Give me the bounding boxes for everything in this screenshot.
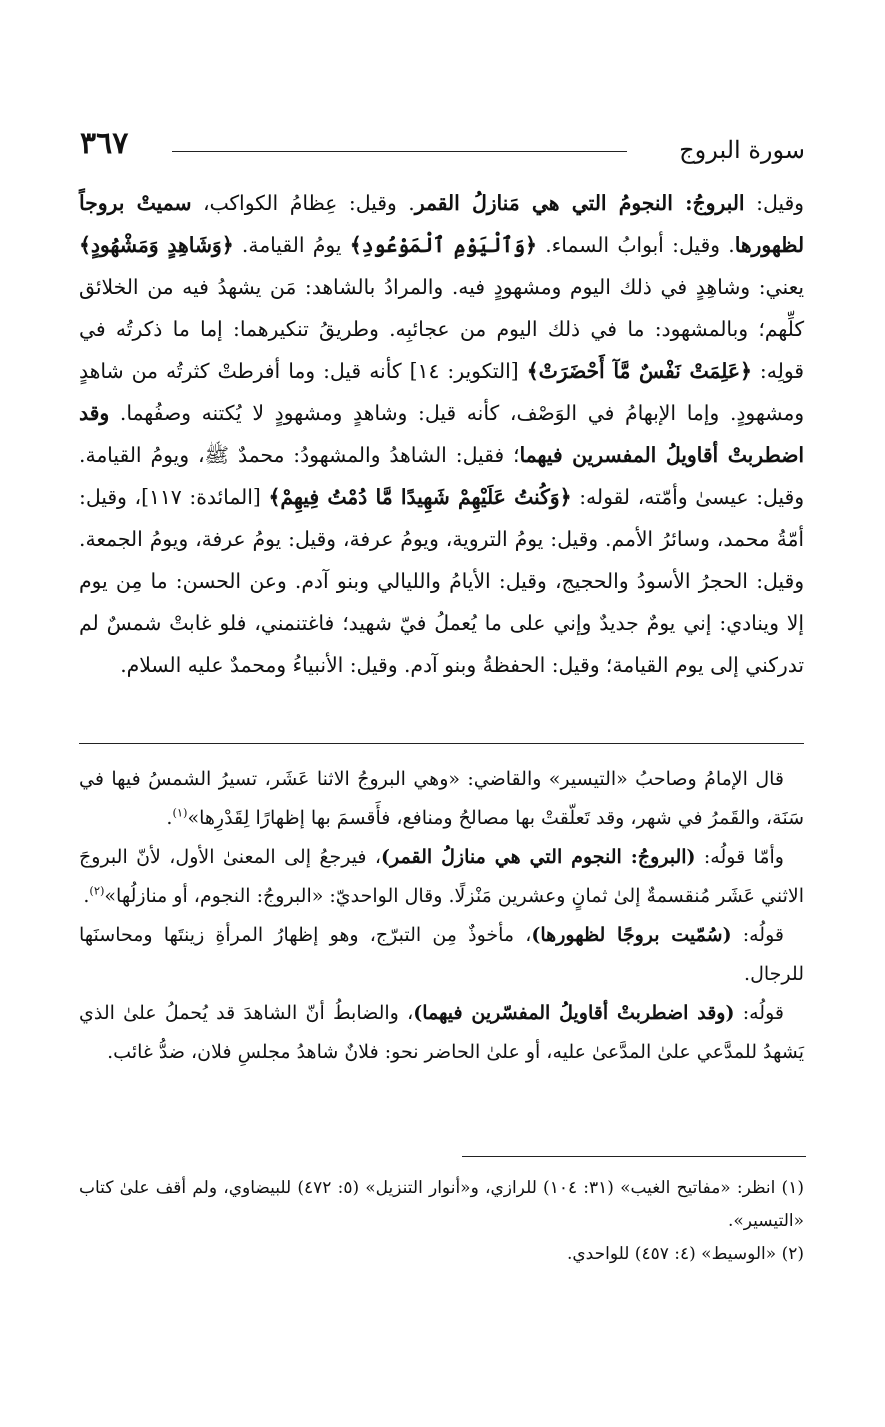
main-separator-rule <box>79 743 804 744</box>
main-text <box>79 182 804 686</box>
text-run: ، فيرجعُ إلى المعنىٰ الأول، لأنّ البروجَ الاثني عَشَر مُنقسمةٌ إلىٰ ثمانٍ وعشرين مَنْزلًا. وقال الواحديّ: «البروجُ: النجوم، أو منازلُها» <box>79 846 804 907</box>
commentary-paragraph <box>79 916 804 994</box>
text-run: . وقيل: أبوابُ السماء. <box>536 233 735 257</box>
quran-verse: ﴿وَشَاهِدٍ وَمَشْهُودٍ﴾ <box>79 233 234 257</box>
text-run: ؛ فقيل: الشاهدُ والمشهودُ: محمدٌ ﷺ، ويومُ القيامة. وقيل: عيسىٰ وأمّته، لقوله: <box>79 443 804 509</box>
quran-verse: ﴿عَلِمَتْ نَفْسٌ مَّآ أَحْضَرَتْ﴾ <box>526 359 752 383</box>
text-run: [التكوير: ١٤] كأنه قيل: وما أفرطتْ كثرتُه من شاهدٍ ومشهودٍ. وإما الإبهامُ في الوَصْف، كأنه قيل: وشاهدٍ ومشهودٍ لا يُكتنه وصفُهما. <box>79 359 804 425</box>
quoted-phrase: (البروجُ: النجوم التي هي منازلُ القمر) <box>381 846 696 868</box>
commentary-paragraph <box>79 838 804 916</box>
quoted-phrase: (سُمّيت بروجًا لظهورها) <box>531 924 732 946</box>
footnote-ref: (٢) <box>89 883 105 898</box>
page-header <box>80 118 805 174</box>
text-run: يعني: وشاهِدٍ في ذلك اليوم ومشهودٍ فيه. والمرادُ بالشاهد: مَن يشهدُ فيه من الخلائق كلِّهم؛ وبالمشهود: ما في ذلك اليوم من عجائبِه. وطريقُ تنكيرهما: إما ما ذكرتُه في قولِه: <box>79 275 804 383</box>
text-run: . وقيل: عِظامُ الكواكب، <box>191 191 415 215</box>
commentary-text <box>79 760 804 1072</box>
text-run: وقيل: <box>744 191 804 215</box>
text-run: . <box>166 807 173 829</box>
text-run: يومُ القيامة. <box>233 233 350 257</box>
quran-verse: ﴿وَٱلْيَوْمِ ٱلْمَوْعُودِ﴾ <box>349 233 537 257</box>
quoted-phrase: البروجُ: النجومُ التي هي مَنازلُ القمر <box>414 191 745 215</box>
commentary-paragraph <box>79 994 804 1072</box>
text-run: وأمّا قولُه: <box>695 846 784 868</box>
text-run: قولُه: <box>734 1002 784 1024</box>
quoted-phrase: (وقد اضطربتْ أقاويلُ المفسّرين فيهما) <box>413 1002 735 1024</box>
page-number: ٣٦٧ <box>80 126 129 161</box>
surah-title: سورة البروج <box>679 136 805 164</box>
text-run: ، مأخوذٌ مِن التبرّج، وهو إظهارُ المرأةِ زينتَها ومحاسنَها للرجال. <box>79 924 804 985</box>
quoted-phrase: وقد اضطربتْ أقاويلُ المفسرين فيهما <box>79 401 804 467</box>
text-run: قولُه: <box>731 924 784 946</box>
commentary-paragraph <box>79 760 804 838</box>
main-paragraph <box>79 182 804 686</box>
text-run: . <box>83 885 90 907</box>
quran-verse: ﴿وَكُنتُ عَلَيْهِمْ شَهِيدًا مَّا دُمْتُ فِيهِمْ﴾ <box>268 485 572 509</box>
footnote-separator-rule <box>462 1156 806 1157</box>
footnote: (٢) «الوسيط» (٤: ٤٥٧) للواحدي. <box>566 1244 804 1264</box>
text-run: [المائدة: ١١٧]، وقيل: أمّةُ محمد، وسائرُ الأمم. وقيل: يومُ التروية، ويومُ عرفة، وقيل: يومُ عرفة، ويومُ الجمعة. وقيل: الحجرُ الأسودُ والحجيج، وقيل: الأيامُ والليالي وبنو آدم. وعن الحسن: ما مِن يوم إلا وينادي: إني يومٌ جديدٌ وإني على ما يُعملُ فيّ شهيد؛ فاغتنمني، فلو غابتْ شمسٌ لم تدركني إلى يوم القيامة؛ وقيل: الحفظةُ وبنو آدم. وقيل: الأنبياءُ ومحمدٌ عليه السلام. <box>79 485 804 677</box>
footnote-ref: (١) <box>172 805 188 820</box>
text-run: قال الإمامُ وصاحبُ «التيسير» والقاضي: «وهي البروجُ الاثنا عَشَر، تسيرُ الشمسُ فيها في سَنَة، والقَمرُ في شهر، وقد تَعلّقتْ بها مصالحُ ومنافع، فأَقسمَ بها إظهارًا لِقَدْرِها» <box>79 768 804 829</box>
footnotes <box>79 1172 804 1271</box>
quoted-phrase: سميتْ بروجاً لظهورها <box>79 191 804 257</box>
footnote: (١) انظر: «مفاتيح الغيب» (٣١: ١٠٤) للرازي، و«أنوار التنزيل» (٥: ٤٧٢) للبيضاوي، ولم أقف علىٰ كتاب «التيسير». <box>79 1178 804 1231</box>
header-rule <box>172 151 627 152</box>
text-run: ، والضابطُ أنّ الشاهدَ قد يُحملُ علىٰ الذي يَشهدُ للمدَّعي علىٰ المدَّعىٰ عليه، أو علىٰ الحاضر نحو: فلانٌ شاهدُ مجلسِ فلان، ضدُّ غائب. <box>79 1002 804 1063</box>
